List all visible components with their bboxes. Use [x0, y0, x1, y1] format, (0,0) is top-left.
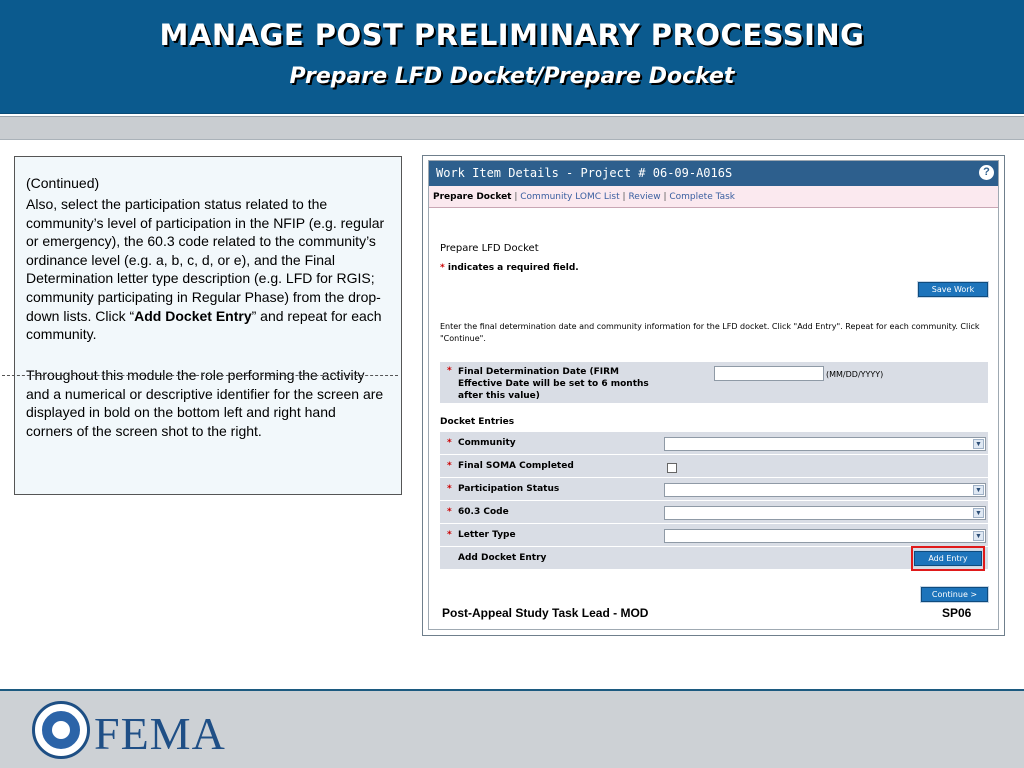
- participation-status-select[interactable]: [664, 483, 986, 497]
- notes-text: ” and repeat for each community.: [26, 307, 382, 343]
- tab-separator: |: [514, 192, 518, 202]
- footer-band: [0, 689, 1024, 768]
- required-star: *: [447, 484, 452, 494]
- code-603-label: 60.3 Code: [458, 507, 509, 517]
- add-docket-entry-row: [440, 547, 988, 570]
- docket-entries-title: Docket Entries: [440, 417, 515, 427]
- tab-review[interactable]: Review: [628, 192, 661, 202]
- required-note: [440, 263, 579, 273]
- required-star: *: [447, 366, 452, 376]
- letter-type-label: Letter Type: [458, 530, 516, 540]
- window-titlebar: [429, 161, 998, 186]
- add-entry-button[interactable]: Add Entry: [914, 551, 982, 566]
- notes-paragraph-1: [26, 195, 396, 344]
- notes-box: [14, 156, 402, 495]
- code-603-select[interactable]: [664, 506, 986, 520]
- dashed-divider: [2, 375, 398, 376]
- tab-complete-task[interactable]: Complete Task: [669, 192, 736, 202]
- slide-title: MANAGE POST PRELIMINARY PROCESSING: [159, 18, 865, 52]
- chevron-down-icon: ▼: [973, 439, 984, 449]
- required-star: *: [440, 263, 445, 273]
- screenshot-panel: [422, 155, 1005, 636]
- code-603-row: [440, 501, 988, 524]
- notes-text: Also, select the participation status related to the community’s level of participation in the NFIP (e.g. regular or emergency), the 60.3 code related to the community’s ordinance level (e.g. a, b, c, d, or e), and the Final Determination letter type description (e.g. LFD for RGIS; community participating in Regular Phase) from the drop-down lists. Click “: [26, 196, 385, 324]
- tab-bar: [429, 186, 998, 208]
- required-star: *: [447, 530, 452, 540]
- tab-community-lomc-list[interactable]: Community LOMC List: [520, 192, 620, 202]
- chevron-down-icon: ▼: [973, 531, 984, 541]
- required-star: *: [447, 438, 452, 448]
- dhs-seal-icon: [32, 701, 90, 759]
- slide-header: [0, 0, 1024, 114]
- final-date-label-line: after this value): [458, 391, 540, 401]
- community-row: [440, 432, 988, 455]
- highlight-box: [911, 546, 985, 571]
- participation-status-row: [440, 478, 988, 501]
- instructions-text: Enter the final determination date and community information for the LFD docket. Click "Add Entry". Repeat for each community. Click "Continue".: [440, 322, 980, 343]
- add-docket-entry-label: Add Docket Entry: [458, 553, 547, 563]
- required-note-text: indicates a required field.: [447, 263, 579, 273]
- final-date-row: [440, 362, 988, 404]
- tab-separator: |: [663, 192, 667, 202]
- notes-continued: (Continued): [26, 175, 100, 191]
- work-item-window: [428, 160, 999, 630]
- help-icon[interactable]: ?: [979, 165, 994, 180]
- section-title: Prepare LFD Docket: [440, 243, 539, 254]
- notes-bold-text: Add Docket Entry: [134, 307, 252, 324]
- window-title: Work Item Details - Project # 06-09-A016S: [436, 166, 733, 180]
- tab-prepare-docket[interactable]: Prepare Docket: [433, 192, 512, 202]
- chevron-down-icon: ▼: [973, 485, 984, 495]
- notes-paragraph-2: Throughout this module the role performing the activity and a numerical or descriptive identifier for the screen are displayed in bold on the bottom left and right hand corners of the screen shot to the right.: [26, 367, 384, 439]
- screen-id-label: SP06: [942, 606, 972, 620]
- letter-type-select[interactable]: [664, 529, 986, 543]
- fema-logo: FEMA: [94, 708, 226, 759]
- slide-subtitle: Prepare LFD Docket/Prepare Docket: [289, 64, 735, 89]
- seal-ring: [40, 709, 82, 751]
- final-soma-row: [440, 455, 988, 478]
- required-star: *: [447, 507, 452, 517]
- final-soma-checkbox[interactable]: [667, 463, 677, 473]
- final-date-input[interactable]: [714, 366, 824, 381]
- header-band: [0, 116, 1024, 140]
- final-date-label-line: Final Determination Date (FIRM: [458, 367, 619, 377]
- participation-status-label: Participation Status: [458, 484, 560, 494]
- final-date-label: [458, 366, 649, 402]
- required-star: *: [447, 461, 452, 471]
- final-date-label-line: Effective Date will be set to 6 months: [458, 379, 649, 389]
- community-select[interactable]: [664, 437, 986, 451]
- role-label: Post-Appeal Study Task Lead - MOD: [442, 606, 649, 620]
- continue-button[interactable]: Continue >: [921, 587, 988, 602]
- seal-center: [52, 721, 70, 739]
- final-soma-label: Final SOMA Completed: [458, 461, 574, 471]
- community-label: Community: [458, 438, 516, 448]
- tab-separator: |: [622, 192, 626, 202]
- letter-type-row: [440, 524, 988, 547]
- date-format-hint: (MM/DD/YYYY): [826, 370, 884, 379]
- chevron-down-icon: ▼: [973, 508, 984, 518]
- save-work-button[interactable]: Save Work: [918, 282, 988, 297]
